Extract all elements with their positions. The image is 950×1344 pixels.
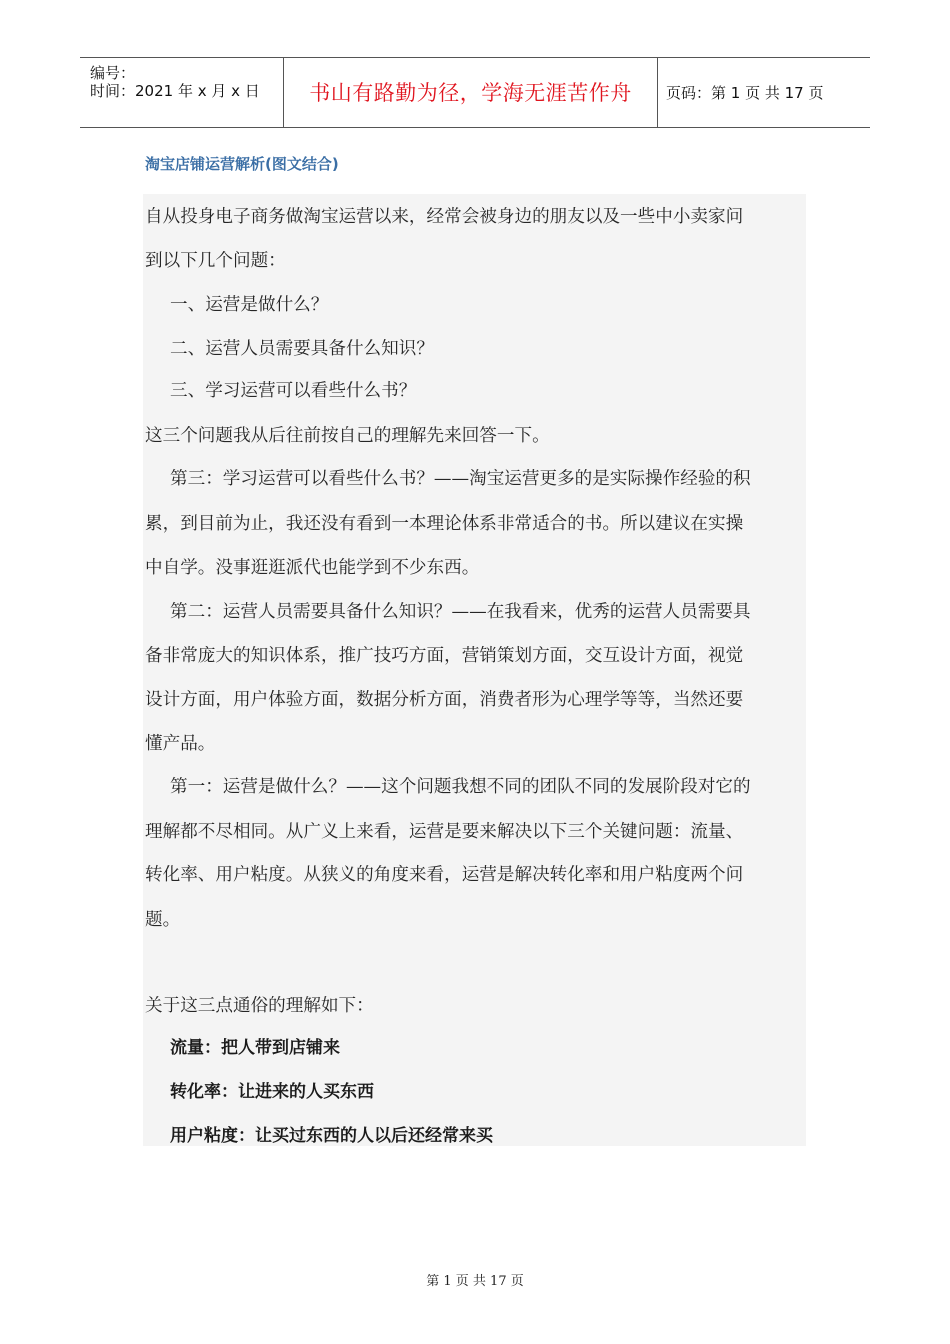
paragraph-line: 这三个问题我从后往前按自己的理解先来回答一下。 bbox=[145, 426, 550, 446]
header-motto: 书山有路勤为径，学海无涯苦作舟 bbox=[309, 81, 632, 105]
paragraph-line: 懂产品。 bbox=[145, 734, 216, 754]
header-page-info: 页码：第 1 页 共 17 页 bbox=[666, 84, 824, 102]
paragraph-line: 第二：运营人员需要具备什么知识？——在我看来，优秀的运营人员需要具 bbox=[170, 602, 751, 622]
header-motto-cell bbox=[283, 58, 658, 127]
definition-traffic: 流量：把人带到店铺来 bbox=[170, 1038, 340, 1058]
header-meta-cell bbox=[80, 58, 283, 127]
paragraph-line: 备非常庞大的知识体系，推广技巧方面，营销策划方面，交互设计方面，视觉 bbox=[145, 646, 744, 666]
paragraph-line: 到以下几个问题： bbox=[145, 251, 286, 271]
paragraph-line: 第三：学习运营可以看些什么书？——淘宝运营更多的是实际操作经验的积 bbox=[170, 469, 751, 489]
definition-retention: 用户粘度：让买过东西的人以后还经常来买 bbox=[170, 1126, 493, 1146]
question-item: 三、学习运营可以看些什么书？ bbox=[170, 381, 417, 401]
header-page-cell bbox=[657, 58, 870, 127]
page-footer: 第 1 页 共 17 页 bbox=[426, 1274, 524, 1289]
paragraph-line: 自从投身电子商务做淘宝运营以来，经常会被身边的朋友以及一些中小卖家问 bbox=[145, 207, 744, 227]
question-item: 一、运营是做什么？ bbox=[170, 295, 329, 315]
paragraph-line: 理解都不尽相同。从广义上来看，运营是要来解决以下三个关键问题：流量、 bbox=[145, 822, 744, 842]
definition-conversion: 转化率：让进来的人买东西 bbox=[170, 1082, 374, 1102]
document-header bbox=[80, 57, 870, 128]
paragraph-line: 中自学。没事逛逛派代也能学到不少东西。 bbox=[145, 558, 480, 578]
time-label: 时间：2021 年 x 月 x 日 bbox=[90, 82, 260, 100]
document-title: 淘宝店铺运营解析(图文结合) bbox=[145, 155, 339, 173]
paragraph-line: 转化率、用户粘度。从狭义的角度来看，运营是解决转化率和用户粘度两个问 bbox=[145, 865, 744, 885]
number-label: 编号： bbox=[90, 64, 136, 82]
paragraph-line: 题。 bbox=[145, 910, 181, 930]
paragraph-line: 第一：运营是做什么？——这个问题我想不同的团队不同的发展阶段对它的 bbox=[170, 777, 751, 797]
question-item: 二、运营人员需要具备什么知识？ bbox=[170, 339, 434, 359]
paragraph-line: 设计方面，用户体验方面，数据分析方面，消费者形为心理学等等，当然还要 bbox=[145, 690, 744, 710]
paragraph-line: 累，到目前为止，我还没有看到一本理论体系非常适合的书。所以建议在实操 bbox=[145, 514, 744, 534]
paragraph-line: 关于这三点通俗的理解如下： bbox=[145, 996, 374, 1016]
